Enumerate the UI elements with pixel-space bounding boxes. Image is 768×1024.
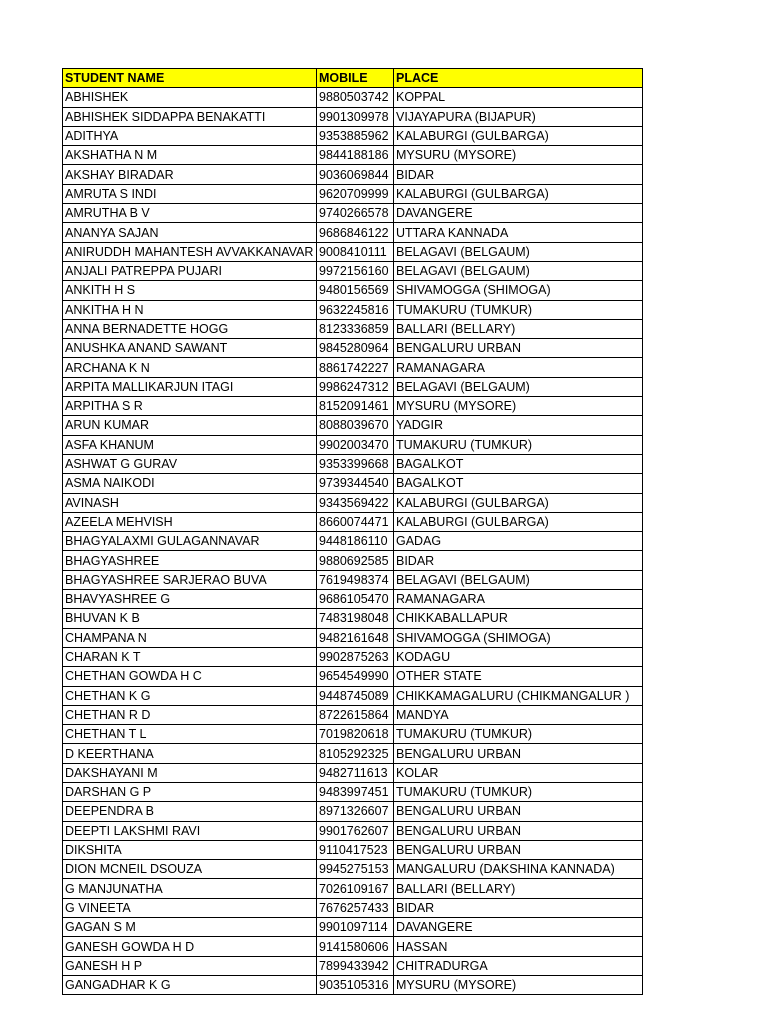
table-row <box>63 686 643 705</box>
student-name-cell[interactable]: GANGADHAR K G <box>63 975 317 994</box>
student-name-cell[interactable]: DIKSHITA <box>63 840 317 859</box>
mobile-cell[interactable]: 9632245816 <box>317 300 394 319</box>
place-cell[interactable]: CHIKKAMAGALURU (CHIKMANGALUR ) <box>394 686 643 705</box>
mobile-cell[interactable]: 9739344540 <box>317 474 394 493</box>
place-cell[interactable]: BAGALKOT <box>394 474 643 493</box>
student-name-cell[interactable]: ASFA KHANUM <box>63 435 317 454</box>
student-name-cell[interactable]: GANESH H P <box>63 956 317 975</box>
table-row <box>63 570 643 589</box>
place-cell[interactable]: KALABURGI (GULBARGA) <box>394 512 643 531</box>
place-cell[interactable]: RAMANAGARA <box>394 590 643 609</box>
student-name-cell[interactable]: ANUSHKA ANAND SAWANT <box>63 339 317 358</box>
student-name-cell[interactable]: DEEPENDRA B <box>63 802 317 821</box>
table-row <box>63 184 643 203</box>
place-cell[interactable]: BENGALURU URBAN <box>394 744 643 763</box>
student-name-cell[interactable]: AMRUTA S INDI <box>63 184 317 203</box>
place-cell[interactable]: DAVANGERE <box>394 204 643 223</box>
student-name-cell[interactable]: AKSHAY BIRADAR <box>63 165 317 184</box>
mobile-cell[interactable]: 9353885962 <box>317 126 394 145</box>
place-cell[interactable]: TUMAKURU (TUMKUR) <box>394 782 643 801</box>
header-row <box>63 69 643 88</box>
table-row <box>63 956 643 975</box>
place-cell[interactable]: KOPPAL <box>394 88 643 107</box>
student-name-cell[interactable]: ANANYA SAJAN <box>63 223 317 242</box>
header-place[interactable]: PLACE <box>394 69 643 88</box>
student-name-cell[interactable]: CHETHAN GOWDA H C <box>63 667 317 686</box>
table-row <box>63 165 643 184</box>
student-name-cell[interactable]: ABHISHEK SIDDAPPA BENAKATTI <box>63 107 317 126</box>
table-row <box>63 590 643 609</box>
student-name-cell[interactable]: D KEERTHANA <box>63 744 317 763</box>
place-cell[interactable]: KALABURGI (GULBARGA) <box>394 184 643 203</box>
mobile-cell[interactable]: 9482711613 <box>317 763 394 782</box>
mobile-cell[interactable]: 9844188186 <box>317 146 394 165</box>
place-cell[interactable]: DAVANGERE <box>394 918 643 937</box>
mobile-cell[interactable]: 9901309978 <box>317 107 394 126</box>
place-cell[interactable]: BIDAR <box>394 898 643 917</box>
mobile-cell[interactable]: 9343569422 <box>317 493 394 512</box>
place-cell[interactable]: VIJAYAPURA (BIJAPUR) <box>394 107 643 126</box>
table-row <box>63 300 643 319</box>
mobile-cell[interactable]: 7619498374 <box>317 570 394 589</box>
table-row <box>63 416 643 435</box>
table-row <box>63 242 643 261</box>
student-name-cell[interactable]: ARCHANA K N <box>63 358 317 377</box>
table-row <box>63 88 643 107</box>
table-row <box>63 532 643 551</box>
table-row <box>63 493 643 512</box>
place-cell[interactable]: BELAGAVI (BELGAUM) <box>394 377 643 396</box>
table-row <box>63 628 643 647</box>
mobile-cell[interactable]: 9902875263 <box>317 647 394 666</box>
table-row <box>63 898 643 917</box>
place-cell[interactable]: MYSURU (MYSORE) <box>394 975 643 994</box>
student-name-cell[interactable]: ABHISHEK <box>63 88 317 107</box>
place-cell[interactable]: BELAGAVI (BELGAUM) <box>394 570 643 589</box>
student-name-cell[interactable]: ANKITH H S <box>63 281 317 300</box>
student-name-cell[interactable]: ARPITA MALLIKARJUN ITAGI <box>63 377 317 396</box>
table-row <box>63 705 643 724</box>
table-row <box>63 667 643 686</box>
table-row <box>63 744 643 763</box>
mobile-cell[interactable]: 9901097114 <box>317 918 394 937</box>
place-cell[interactable]: RAMANAGARA <box>394 358 643 377</box>
mobile-cell[interactable]: 9686105470 <box>317 590 394 609</box>
table-row <box>63 551 643 570</box>
mobile-cell[interactable]: 9945275153 <box>317 860 394 879</box>
table-row <box>63 725 643 744</box>
mobile-cell[interactable]: 7899433942 <box>317 956 394 975</box>
student-name-cell[interactable]: ANNA BERNADETTE HOGG <box>63 319 317 338</box>
table-row <box>63 126 643 145</box>
table-row <box>63 802 643 821</box>
place-cell[interactable]: KODAGU <box>394 647 643 666</box>
mobile-cell[interactable]: 8861742227 <box>317 358 394 377</box>
mobile-cell[interactable]: 9448186110 <box>317 532 394 551</box>
header-mobile[interactable]: MOBILE <box>317 69 394 88</box>
mobile-cell[interactable]: 9036069844 <box>317 165 394 184</box>
table-row <box>63 281 643 300</box>
place-cell[interactable]: MYSURU (MYSORE) <box>394 146 643 165</box>
student-name-cell[interactable]: ARUN KUMAR <box>63 416 317 435</box>
place-cell[interactable]: BELAGAVI (BELGAUM) <box>394 261 643 280</box>
place-cell[interactable]: GADAG <box>394 532 643 551</box>
student-name-cell[interactable]: GANESH GOWDA H D <box>63 937 317 956</box>
student-name-cell[interactable]: ANKITHA H N <box>63 300 317 319</box>
table-row <box>63 975 643 994</box>
place-cell[interactable]: TUMAKURU (TUMKUR) <box>394 300 643 319</box>
table-row <box>63 474 643 493</box>
student-name-cell[interactable]: CHETHAN T L <box>63 725 317 744</box>
table-row <box>63 609 643 628</box>
mobile-cell[interactable]: 9448745089 <box>317 686 394 705</box>
place-cell[interactable]: MANDYA <box>394 705 643 724</box>
mobile-cell[interactable]: 9110417523 <box>317 840 394 859</box>
mobile-cell[interactable]: 9483997451 <box>317 782 394 801</box>
student-name-cell[interactable]: CHETHAN R D <box>63 705 317 724</box>
table-row <box>63 763 643 782</box>
mobile-cell[interactable]: 7483198048 <box>317 609 394 628</box>
table-row <box>63 319 643 338</box>
student-name-cell[interactable]: ADITHYA <box>63 126 317 145</box>
mobile-cell[interactable]: 8971326607 <box>317 802 394 821</box>
student-name-cell[interactable]: G VINEETA <box>63 898 317 917</box>
mobile-cell[interactable]: 9845280964 <box>317 339 394 358</box>
mobile-cell[interactable]: 9972156160 <box>317 261 394 280</box>
student-name-cell[interactable]: BHAVYASHREE G <box>63 590 317 609</box>
table-row <box>63 840 643 859</box>
student-name-cell[interactable]: DARSHAN G P <box>63 782 317 801</box>
student-name-cell[interactable]: AKSHATHA N M <box>63 146 317 165</box>
place-cell[interactable]: CHIKKABALLAPUR <box>394 609 643 628</box>
mobile-cell[interactable]: 9654549990 <box>317 667 394 686</box>
place-cell[interactable]: MANGALURU (DAKSHINA KANNADA) <box>394 860 643 879</box>
mobile-cell[interactable]: 8722615864 <box>317 705 394 724</box>
mobile-cell[interactable]: 8152091461 <box>317 397 394 416</box>
student-name-cell[interactable]: DION MCNEIL DSOUZA <box>63 860 317 879</box>
student-name-cell[interactable]: CHAMPANA N <box>63 628 317 647</box>
place-cell[interactable]: BENGALURU URBAN <box>394 840 643 859</box>
place-cell[interactable]: MYSURU (MYSORE) <box>394 397 643 416</box>
student-name-cell[interactable]: ASHWAT G GURAV <box>63 454 317 473</box>
place-cell[interactable]: TUMAKURU (TUMKUR) <box>394 435 643 454</box>
table-row <box>63 377 643 396</box>
student-name-cell[interactable]: AVINASH <box>63 493 317 512</box>
mobile-cell[interactable]: 9141580606 <box>317 937 394 956</box>
mobile-cell[interactable]: 9740266578 <box>317 204 394 223</box>
mobile-cell[interactable]: 9686846122 <box>317 223 394 242</box>
table-row <box>63 821 643 840</box>
student-name-cell[interactable]: DAKSHAYANI M <box>63 763 317 782</box>
table-row <box>63 647 643 666</box>
place-cell[interactable]: SHIVAMOGGA (SHIMOGA) <box>394 628 643 647</box>
table-row <box>63 358 643 377</box>
table-row <box>63 937 643 956</box>
mobile-cell[interactable]: 9880503742 <box>317 88 394 107</box>
place-cell[interactable]: UTTARA KANNADA <box>394 223 643 242</box>
mobile-cell[interactable]: 7019820618 <box>317 725 394 744</box>
student-name-cell[interactable]: ARPITHA S R <box>63 397 317 416</box>
student-name-cell[interactable]: CHARAN K T <box>63 647 317 666</box>
student-name-cell[interactable]: BHAGYALAXMI GULAGANNAVAR <box>63 532 317 551</box>
table-body <box>63 88 643 995</box>
table-row <box>63 782 643 801</box>
mobile-cell[interactable]: 9880692585 <box>317 551 394 570</box>
table-row <box>63 435 643 454</box>
mobile-cell[interactable]: 8123336859 <box>317 319 394 338</box>
place-cell[interactable]: SHIVAMOGGA (SHIMOGA) <box>394 281 643 300</box>
place-cell[interactable]: BAGALKOT <box>394 454 643 473</box>
table-row <box>63 918 643 937</box>
place-cell[interactable]: CHITRADURGA <box>394 956 643 975</box>
student-name-cell[interactable]: DEEPTI LAKSHMI RAVI <box>63 821 317 840</box>
student-table <box>62 68 643 995</box>
place-cell[interactable]: YADGIR <box>394 416 643 435</box>
place-cell[interactable]: HASSAN <box>394 937 643 956</box>
mobile-cell[interactable]: 7026109167 <box>317 879 394 898</box>
student-name-cell[interactable]: CHETHAN K G <box>63 686 317 705</box>
table-row <box>63 223 643 242</box>
table-row <box>63 879 643 898</box>
table-row <box>63 146 643 165</box>
table-row <box>63 107 643 126</box>
student-name-cell[interactable]: GAGAN S M <box>63 918 317 937</box>
mobile-cell[interactable]: 8660074471 <box>317 512 394 531</box>
mobile-cell[interactable]: 9008410111 <box>317 242 394 261</box>
place-cell[interactable]: BENGALURU URBAN <box>394 802 643 821</box>
mobile-cell[interactable]: 9620709999 <box>317 184 394 203</box>
student-name-cell[interactable]: ASMA NAIKODI <box>63 474 317 493</box>
mobile-cell[interactable]: 7676257433 <box>317 898 394 917</box>
student-name-cell[interactable]: BHAGYASHREE <box>63 551 317 570</box>
table-row <box>63 860 643 879</box>
place-cell[interactable]: KALABURGI (GULBARGA) <box>394 493 643 512</box>
place-cell[interactable]: BIDAR <box>394 551 643 570</box>
table-row <box>63 512 643 531</box>
student-name-cell[interactable]: BHAGYASHREE SARJERAO BUVA <box>63 570 317 589</box>
place-cell[interactable]: OTHER STATE <box>394 667 643 686</box>
place-cell[interactable]: BIDAR <box>394 165 643 184</box>
place-cell[interactable]: BELAGAVI (BELGAUM) <box>394 242 643 261</box>
student-name-cell[interactable]: G MANJUNATHA <box>63 879 317 898</box>
place-cell[interactable]: BENGALURU URBAN <box>394 821 643 840</box>
place-cell[interactable]: BALLARI (BELLARY) <box>394 319 643 338</box>
place-cell[interactable]: TUMAKURU (TUMKUR) <box>394 725 643 744</box>
student-name-cell[interactable]: AZEELA MEHVISH <box>63 512 317 531</box>
table-row <box>63 339 643 358</box>
header-student-name[interactable]: STUDENT NAME <box>63 69 317 88</box>
student-name-cell[interactable]: ANIRUDDH MAHANTESH AVVAKKANAVAR <box>63 242 317 261</box>
place-cell[interactable]: KOLAR <box>394 763 643 782</box>
mobile-cell[interactable]: 8088039670 <box>317 416 394 435</box>
table-row <box>63 204 643 223</box>
mobile-cell[interactable]: 9480156569 <box>317 281 394 300</box>
place-cell[interactable]: BALLARI (BELLARY) <box>394 879 643 898</box>
mobile-cell[interactable]: 9035105316 <box>317 975 394 994</box>
student-name-cell[interactable]: ANJALI PATREPPA PUJARI <box>63 261 317 280</box>
mobile-cell[interactable]: 9353399668 <box>317 454 394 473</box>
place-cell[interactable]: BENGALURU URBAN <box>394 339 643 358</box>
table-row <box>63 397 643 416</box>
student-name-cell[interactable]: AMRUTHA B V <box>63 204 317 223</box>
student-name-cell[interactable]: BHUVAN K B <box>63 609 317 628</box>
mobile-cell[interactable]: 8105292325 <box>317 744 394 763</box>
mobile-cell[interactable]: 9986247312 <box>317 377 394 396</box>
place-cell[interactable]: KALABURGI (GULBARGA) <box>394 126 643 145</box>
table-row <box>63 454 643 473</box>
table-row <box>63 261 643 280</box>
mobile-cell[interactable]: 9901762607 <box>317 821 394 840</box>
mobile-cell[interactable]: 9902003470 <box>317 435 394 454</box>
mobile-cell[interactable]: 9482161648 <box>317 628 394 647</box>
